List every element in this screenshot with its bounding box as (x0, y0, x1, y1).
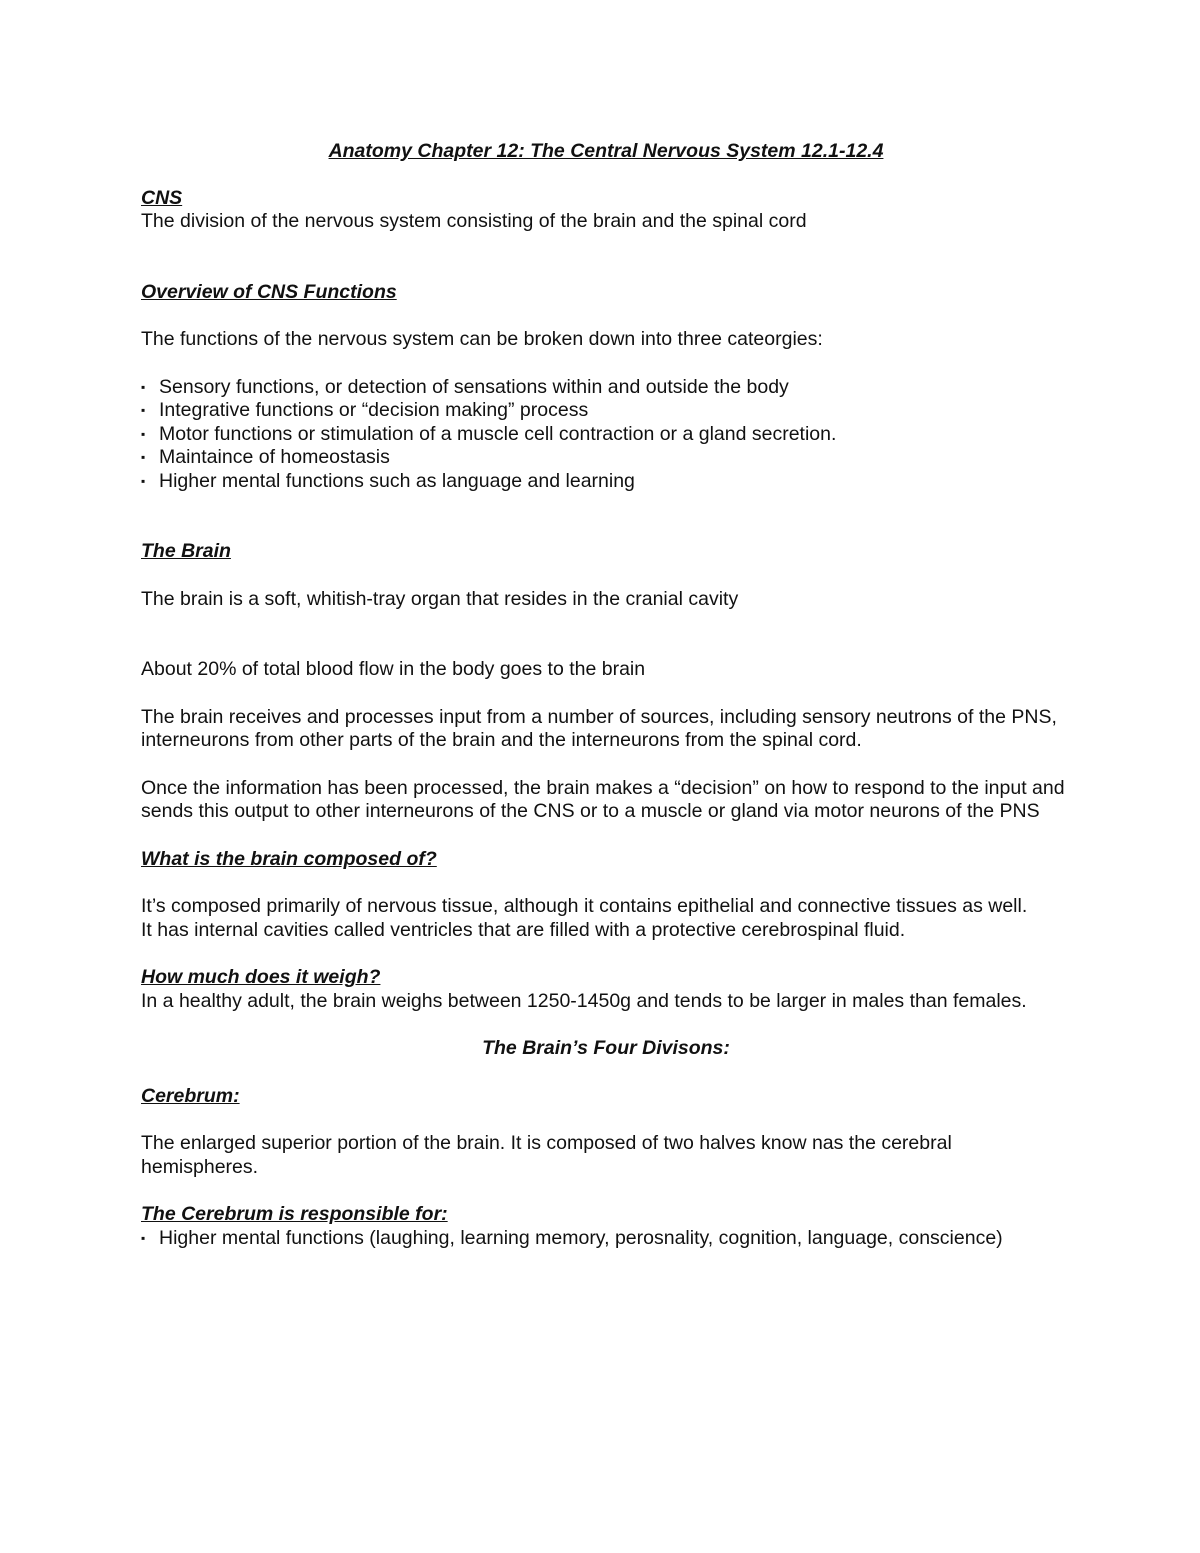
list-item: ▪ Maintaince of homeostasis (141, 446, 1071, 470)
list-item: ▪ Integrative functions or “decision making” process (141, 399, 1071, 423)
brain-paragraph-3: The brain receives and processes input from a number of sources, including sensory neutrons of the PNS, interneurons from other parts of the brain and the interneurons from the spinal cord. (141, 705, 1057, 751)
document-title: Anatomy Chapter 12: The Central Nervous System 12.1-12.4 (328, 140, 884, 162)
brain-paragraph-2: About 20% of total blood flow in the body goes to the brain (141, 658, 646, 680)
overview-function-list (141, 376, 1071, 494)
cerebrum-responsibility-list (141, 1227, 1071, 1251)
cns-heading: CNS (141, 186, 183, 209)
divisions-heading: The Brain’s Four Divisons: (482, 1037, 730, 1059)
list-item: ▪ Sensory functions, or detection of sensations within and outside the body (141, 376, 1071, 400)
brain-paragraph-4: Once the information has been processed, the brain makes a “decision” on how to respond to the input and sends this output to other interneurons of the CNS or to a muscle or gland via motor neurons of the PNS (141, 776, 1065, 822)
list-item: ▪ Higher mental functions (laughing, learning memory, perosnality, cognition, language, conscience) (141, 1227, 1071, 1251)
composition-paragraph-1: It’s composed primarily of nervous tissue, although it contains epithelial and connective tissues as well. (141, 895, 1028, 917)
composition-heading: What is the brain composed of? (141, 847, 437, 870)
overview-heading: Overview of CNS Functions (141, 280, 397, 303)
list-item: ▪ Higher mental functions such as language and learning (141, 470, 1071, 494)
weight-paragraph: In a healthy adult, the brain weighs between 1250-1450g and tends to be larger in males than females. (141, 989, 1027, 1012)
weight-heading: How much does it weigh? (141, 966, 381, 988)
cns-definition: The division of the nervous system consisting of the brain and the spinal cord (141, 210, 807, 232)
overview-intro: The functions of the nervous system can be broken down into three cateorgies: (141, 328, 823, 350)
cerebrum-paragraph: The enlarged superior portion of the brain. It is composed of two halves know nas the cerebral hemispheres. (141, 1132, 952, 1178)
cerebrum-responsibility-heading: The Cerebrum is responsible for: (141, 1203, 448, 1225)
cerebrum-heading: Cerebrum: (141, 1084, 240, 1107)
document-page (141, 140, 1071, 1250)
list-item: ▪ Motor functions or stimulation of a muscle cell contraction or a gland secretion. (141, 423, 1071, 447)
brain-paragraph-1: The brain is a soft, whitish-tray organ that resides in the cranial cavity (141, 587, 739, 610)
composition-paragraph-2: It has internal cavities called ventricles that are filled with a protective cerebrospinal fluid. (141, 918, 906, 941)
brain-heading: The Brain (141, 540, 231, 562)
